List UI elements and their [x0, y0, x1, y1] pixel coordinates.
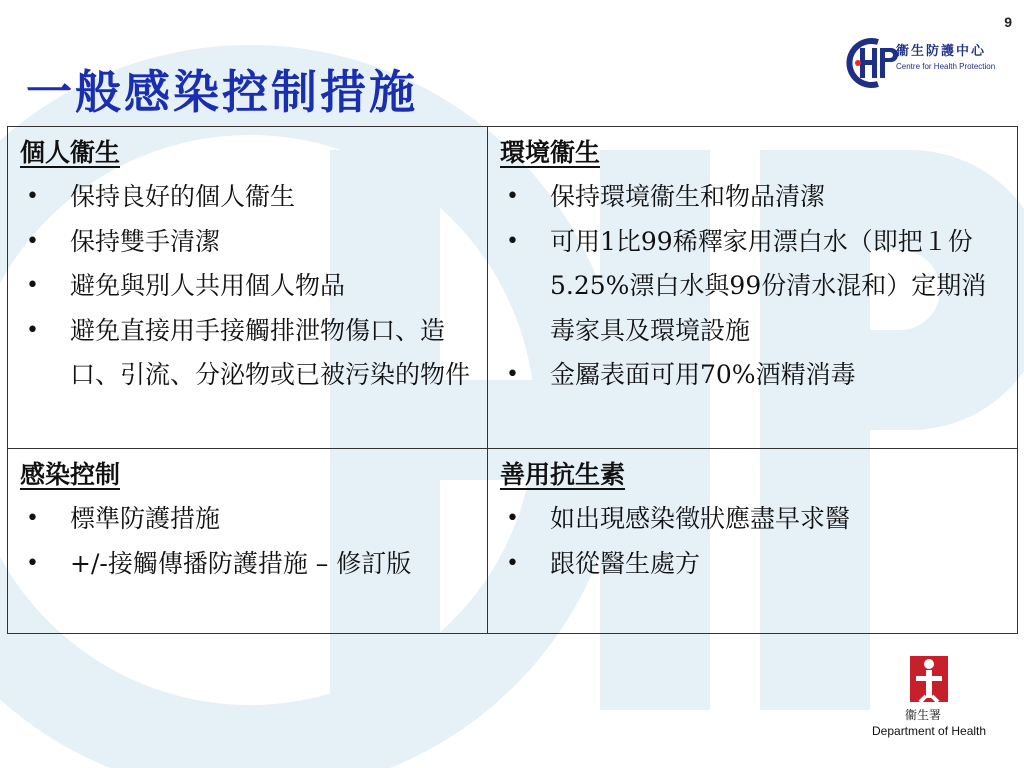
list-item: • 金屬表面可用70%酒精消毒: [500, 353, 1007, 398]
cell-personal-hygiene: [8, 127, 488, 449]
cell-heading: 環境衞生: [500, 138, 601, 167]
list-item: • 避免與別人共用個人物品: [20, 264, 477, 309]
cell-antibiotics: [488, 449, 1017, 633]
cell-heading: 感染控制: [20, 460, 121, 489]
list-item: • 標準防護措施: [20, 497, 477, 542]
list-item: • +/-接觸傳播防護措施 – 修訂版: [20, 542, 477, 587]
chp-logo-english: Centre for Health Protection: [896, 62, 996, 71]
list-item: • 避免直接用手接觸排泄物傷口、造口、引流、分泌物或已被污染的物件: [20, 309, 477, 398]
bullet-list: [500, 497, 1007, 586]
list-item: • 保持雙手清潔: [20, 220, 477, 265]
bullet-icon: •: [26, 273, 39, 298]
cell-infection-control: [8, 449, 488, 633]
bullet-list: [500, 175, 1007, 398]
bullet-icon: •: [26, 228, 39, 254]
bullet-icon: •: [506, 506, 519, 531]
list-item: • 跟從醫生處方: [500, 542, 1007, 587]
cell-environmental-hygiene: [488, 127, 1017, 449]
cell-heading: 個人衞生: [20, 138, 121, 167]
bullet-icon: •: [506, 184, 519, 209]
bullet-icon: •: [506, 550, 519, 576]
list-item: • 保持良好的個人衞生: [20, 175, 477, 220]
bullet-icon: •: [506, 362, 519, 387]
doh-logo-english: Department of Health: [872, 724, 987, 738]
slide-title: 一般感染控制措施: [26, 65, 418, 119]
page-number: 9: [1004, 14, 1012, 30]
bullet-list: [20, 497, 477, 586]
bullet-icon: •: [26, 550, 39, 576]
measures-table: [7, 126, 1018, 634]
bullet-icon: •: [26, 184, 39, 209]
bullet-icon: •: [26, 317, 39, 343]
doh-logo-chinese: 衞生署: [905, 708, 942, 722]
list-item: • 如出現感染徵狀應盡早求醫: [500, 497, 1007, 542]
chp-logo-chinese: 衞生防護中心: [896, 44, 987, 59]
list-item: • 可用1比99稀釋家用漂白水（即把１份5.25%漂白水與99份清水混和）定期消毒家具及環境設施: [500, 220, 1007, 354]
cell-heading: 善用抗生素: [500, 460, 626, 489]
list-item: • 保持環境衞生和物品清潔: [500, 175, 1007, 220]
bullet-list: [20, 175, 477, 398]
bullet-icon: •: [26, 506, 39, 531]
bullet-icon: •: [506, 228, 519, 254]
